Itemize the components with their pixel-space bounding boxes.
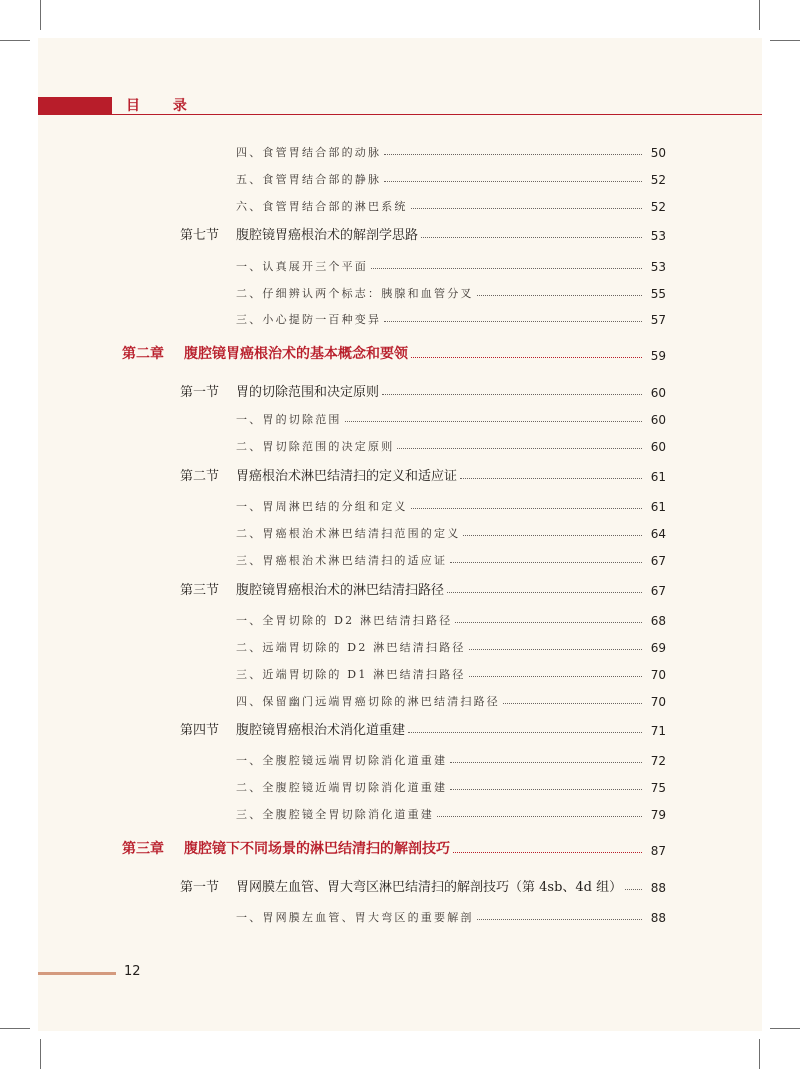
toc-label: [236, 498, 408, 514]
toc-page-number: 88: [650, 911, 666, 925]
toc-title: 六、食管胃结合部的淋巴系统: [236, 200, 408, 213]
toc-number: 第二节: [180, 469, 220, 484]
toc-page-number: 59: [650, 349, 666, 363]
toc-title: 三、全腹腔镜全胃切除消化道重建: [236, 808, 434, 821]
toc-chapter[interactable]: [122, 341, 666, 363]
leader-dots: [453, 852, 642, 853]
toc-title: 腹腔镜胃癌根治术的解剖学思路: [236, 228, 419, 243]
leader-dots: [455, 622, 642, 623]
toc-item[interactable]: [236, 432, 666, 454]
leader-dots: [382, 394, 642, 395]
toc-title: 一、认真展开三个平面: [236, 260, 368, 273]
toc-page-number: 55: [650, 287, 666, 301]
toc-title: 胃癌根治术淋巴结清扫的定义和适应证: [236, 469, 458, 484]
toc-page-number: 60: [650, 386, 666, 400]
leader-dots: [477, 295, 642, 296]
leader-dots: [421, 237, 642, 238]
toc-number: 第一节: [180, 880, 220, 895]
toc-title: 三、近端胃切除的 D1 淋巴结清扫路径: [236, 668, 466, 681]
toc-section[interactable]: [180, 462, 666, 484]
footer-rule: [38, 972, 116, 975]
toc-item[interactable]: [236, 606, 666, 628]
toc-number: 第一节: [180, 385, 220, 400]
toc-item[interactable]: [236, 252, 666, 274]
leader-dots: [503, 703, 642, 704]
leader-dots: [345, 421, 642, 422]
toc-label: [236, 525, 460, 541]
toc-number: 第三章: [122, 841, 164, 857]
toc-item[interactable]: [236, 519, 666, 541]
toc-page-number: 60: [650, 413, 666, 427]
toc-item[interactable]: [236, 660, 666, 682]
toc-section[interactable]: [180, 378, 666, 400]
toc-number: 第三节: [180, 583, 220, 598]
leader-dots: [450, 562, 642, 563]
toc-page-number: 52: [650, 173, 666, 187]
toc-label: [236, 806, 434, 822]
toc-title: 二、胃切除范围的决定原则: [236, 440, 395, 453]
toc-page-number: 67: [650, 554, 666, 568]
toc-item[interactable]: [236, 405, 666, 427]
toc-item[interactable]: [236, 492, 666, 514]
toc-section[interactable]: [180, 576, 666, 598]
toc-page-number: 67: [650, 584, 666, 598]
toc-item[interactable]: [236, 192, 666, 214]
toc-label: [236, 411, 342, 427]
toc-page-number: 60: [650, 440, 666, 454]
toc-page-number: 69: [650, 641, 666, 655]
leader-dots: [411, 508, 642, 509]
toc-title: 二、全腹腔镜近端胃切除消化道重建: [236, 781, 448, 794]
toc-item[interactable]: [236, 279, 666, 301]
toc-page-number: 52: [650, 200, 666, 214]
toc-label: [180, 719, 405, 738]
toc-label: [236, 285, 474, 301]
toc-page-number: 61: [650, 500, 666, 514]
toc-item[interactable]: [236, 546, 666, 568]
toc-number: 第四节: [180, 723, 220, 738]
toc-page-number: 87: [650, 844, 666, 858]
toc-page-number: 61: [650, 470, 666, 484]
toc-page-number: 68: [650, 614, 666, 628]
toc-section[interactable]: [180, 873, 666, 895]
toc-number: 第二章: [122, 346, 164, 362]
header-title: 目 录: [126, 98, 201, 114]
leader-dots: [437, 816, 642, 817]
toc-label: [236, 909, 474, 925]
leader-dots: [384, 154, 642, 155]
toc-label: [236, 779, 447, 795]
toc-title: 三、胃癌根治术淋巴结清扫的适应证: [236, 554, 448, 567]
toc-label: [180, 579, 444, 598]
toc-title: 一、胃的切除范围: [236, 413, 342, 426]
toc-title: 二、远端胃切除的 D2 淋巴结清扫路径: [236, 641, 466, 654]
toc-label: [236, 144, 381, 160]
toc-label: [122, 838, 450, 858]
leader-dots: [450, 762, 642, 763]
toc-label: [236, 693, 500, 709]
toc-chapter[interactable]: [122, 836, 666, 858]
toc-section[interactable]: [180, 716, 666, 738]
leader-dots: [371, 268, 642, 269]
toc-page-number: 88: [650, 881, 666, 895]
leader-dots: [384, 321, 642, 322]
toc-label: [236, 666, 466, 682]
toc-label: [236, 198, 408, 214]
toc-label: [236, 311, 381, 327]
leader-dots: [460, 478, 642, 479]
leader-dots: [397, 448, 642, 449]
toc-title: 四、保留幽门远端胃癌切除的淋巴结清扫路径: [236, 695, 500, 708]
toc-page-number: 50: [650, 146, 666, 160]
toc-page-number: 72: [650, 754, 666, 768]
toc-page-number: 64: [650, 527, 666, 541]
toc-title: 四、食管胃结合部的动脉: [236, 146, 382, 159]
toc-page-number: 70: [650, 668, 666, 682]
toc-label: [236, 752, 447, 768]
toc-item[interactable]: [236, 800, 666, 822]
leader-dots: [469, 649, 642, 650]
toc-page-number: 79: [650, 808, 666, 822]
toc-page-number: 71: [650, 724, 666, 738]
toc-title: 五、食管胃结合部的静脉: [236, 173, 382, 186]
toc-title: 二、胃癌根治术淋巴结清扫范围的定义: [236, 527, 461, 540]
toc-label: [180, 465, 457, 484]
toc-title: 一、胃网膜左血管、胃大弯区的重要解剖: [236, 911, 474, 924]
toc-title: 二、仔细辨认两个标志：胰腺和血管分叉: [236, 287, 474, 300]
toc-title: 胃的切除范围和决定原则: [236, 385, 380, 400]
toc-page-number: 53: [650, 229, 666, 243]
toc-page-number: 53: [650, 260, 666, 274]
leader-dots: [411, 208, 642, 209]
toc-label: [180, 876, 622, 895]
toc-label: [236, 612, 452, 628]
toc-item[interactable]: [236, 138, 666, 160]
toc-title: 腹腔镜胃癌根治术的淋巴结清扫路径: [236, 583, 445, 598]
toc-label: [236, 552, 447, 568]
toc-label: [122, 343, 408, 363]
leader-dots: [625, 889, 642, 890]
toc-title: 一、胃周淋巴结的分组和定义: [236, 500, 408, 513]
leader-dots: [384, 181, 642, 182]
toc-page-number: 57: [650, 313, 666, 327]
toc-item[interactable]: [236, 687, 666, 709]
toc-item[interactable]: [236, 305, 666, 327]
toc-section[interactable]: [180, 221, 666, 243]
leader-dots: [463, 535, 642, 536]
leader-dots: [477, 919, 642, 920]
toc-item[interactable]: [236, 165, 666, 187]
toc-title: 腹腔镜下不同场景的淋巴结清扫的解剖技巧: [184, 841, 450, 857]
leader-dots: [447, 592, 642, 593]
toc-label: [236, 639, 466, 655]
toc-label: [236, 438, 394, 454]
toc-label: [180, 381, 379, 400]
page-number: 12: [124, 964, 141, 979]
toc-label: [236, 258, 368, 274]
toc-title: 腹腔镜胃癌根治术的基本概念和要领: [184, 346, 408, 362]
leader-dots: [408, 732, 642, 733]
leader-dots: [411, 357, 642, 358]
toc-title: 三、小心提防一百种变异: [236, 313, 382, 326]
toc-title: 胃网膜左血管、胃大弯区淋巴结清扫的解剖技巧（第 4sb、4d 组）: [236, 880, 623, 895]
toc-item[interactable]: [236, 633, 666, 655]
toc-page-number: 70: [650, 695, 666, 709]
leader-dots: [450, 789, 642, 790]
toc-title: 一、全胃切除的 D2 淋巴结清扫路径: [236, 614, 453, 627]
toc-item[interactable]: [236, 773, 666, 795]
toc-title: 腹腔镜胃癌根治术消化道重建: [236, 723, 406, 738]
toc-label: [180, 224, 418, 243]
toc-title: 一、全腹腔镜远端胃切除消化道重建: [236, 754, 448, 767]
toc-number: 第七节: [180, 228, 220, 243]
toc-item[interactable]: [236, 746, 666, 768]
leader-dots: [469, 676, 642, 677]
toc-page-number: 75: [650, 781, 666, 795]
toc-label: [236, 171, 381, 187]
toc-item[interactable]: [236, 903, 666, 925]
